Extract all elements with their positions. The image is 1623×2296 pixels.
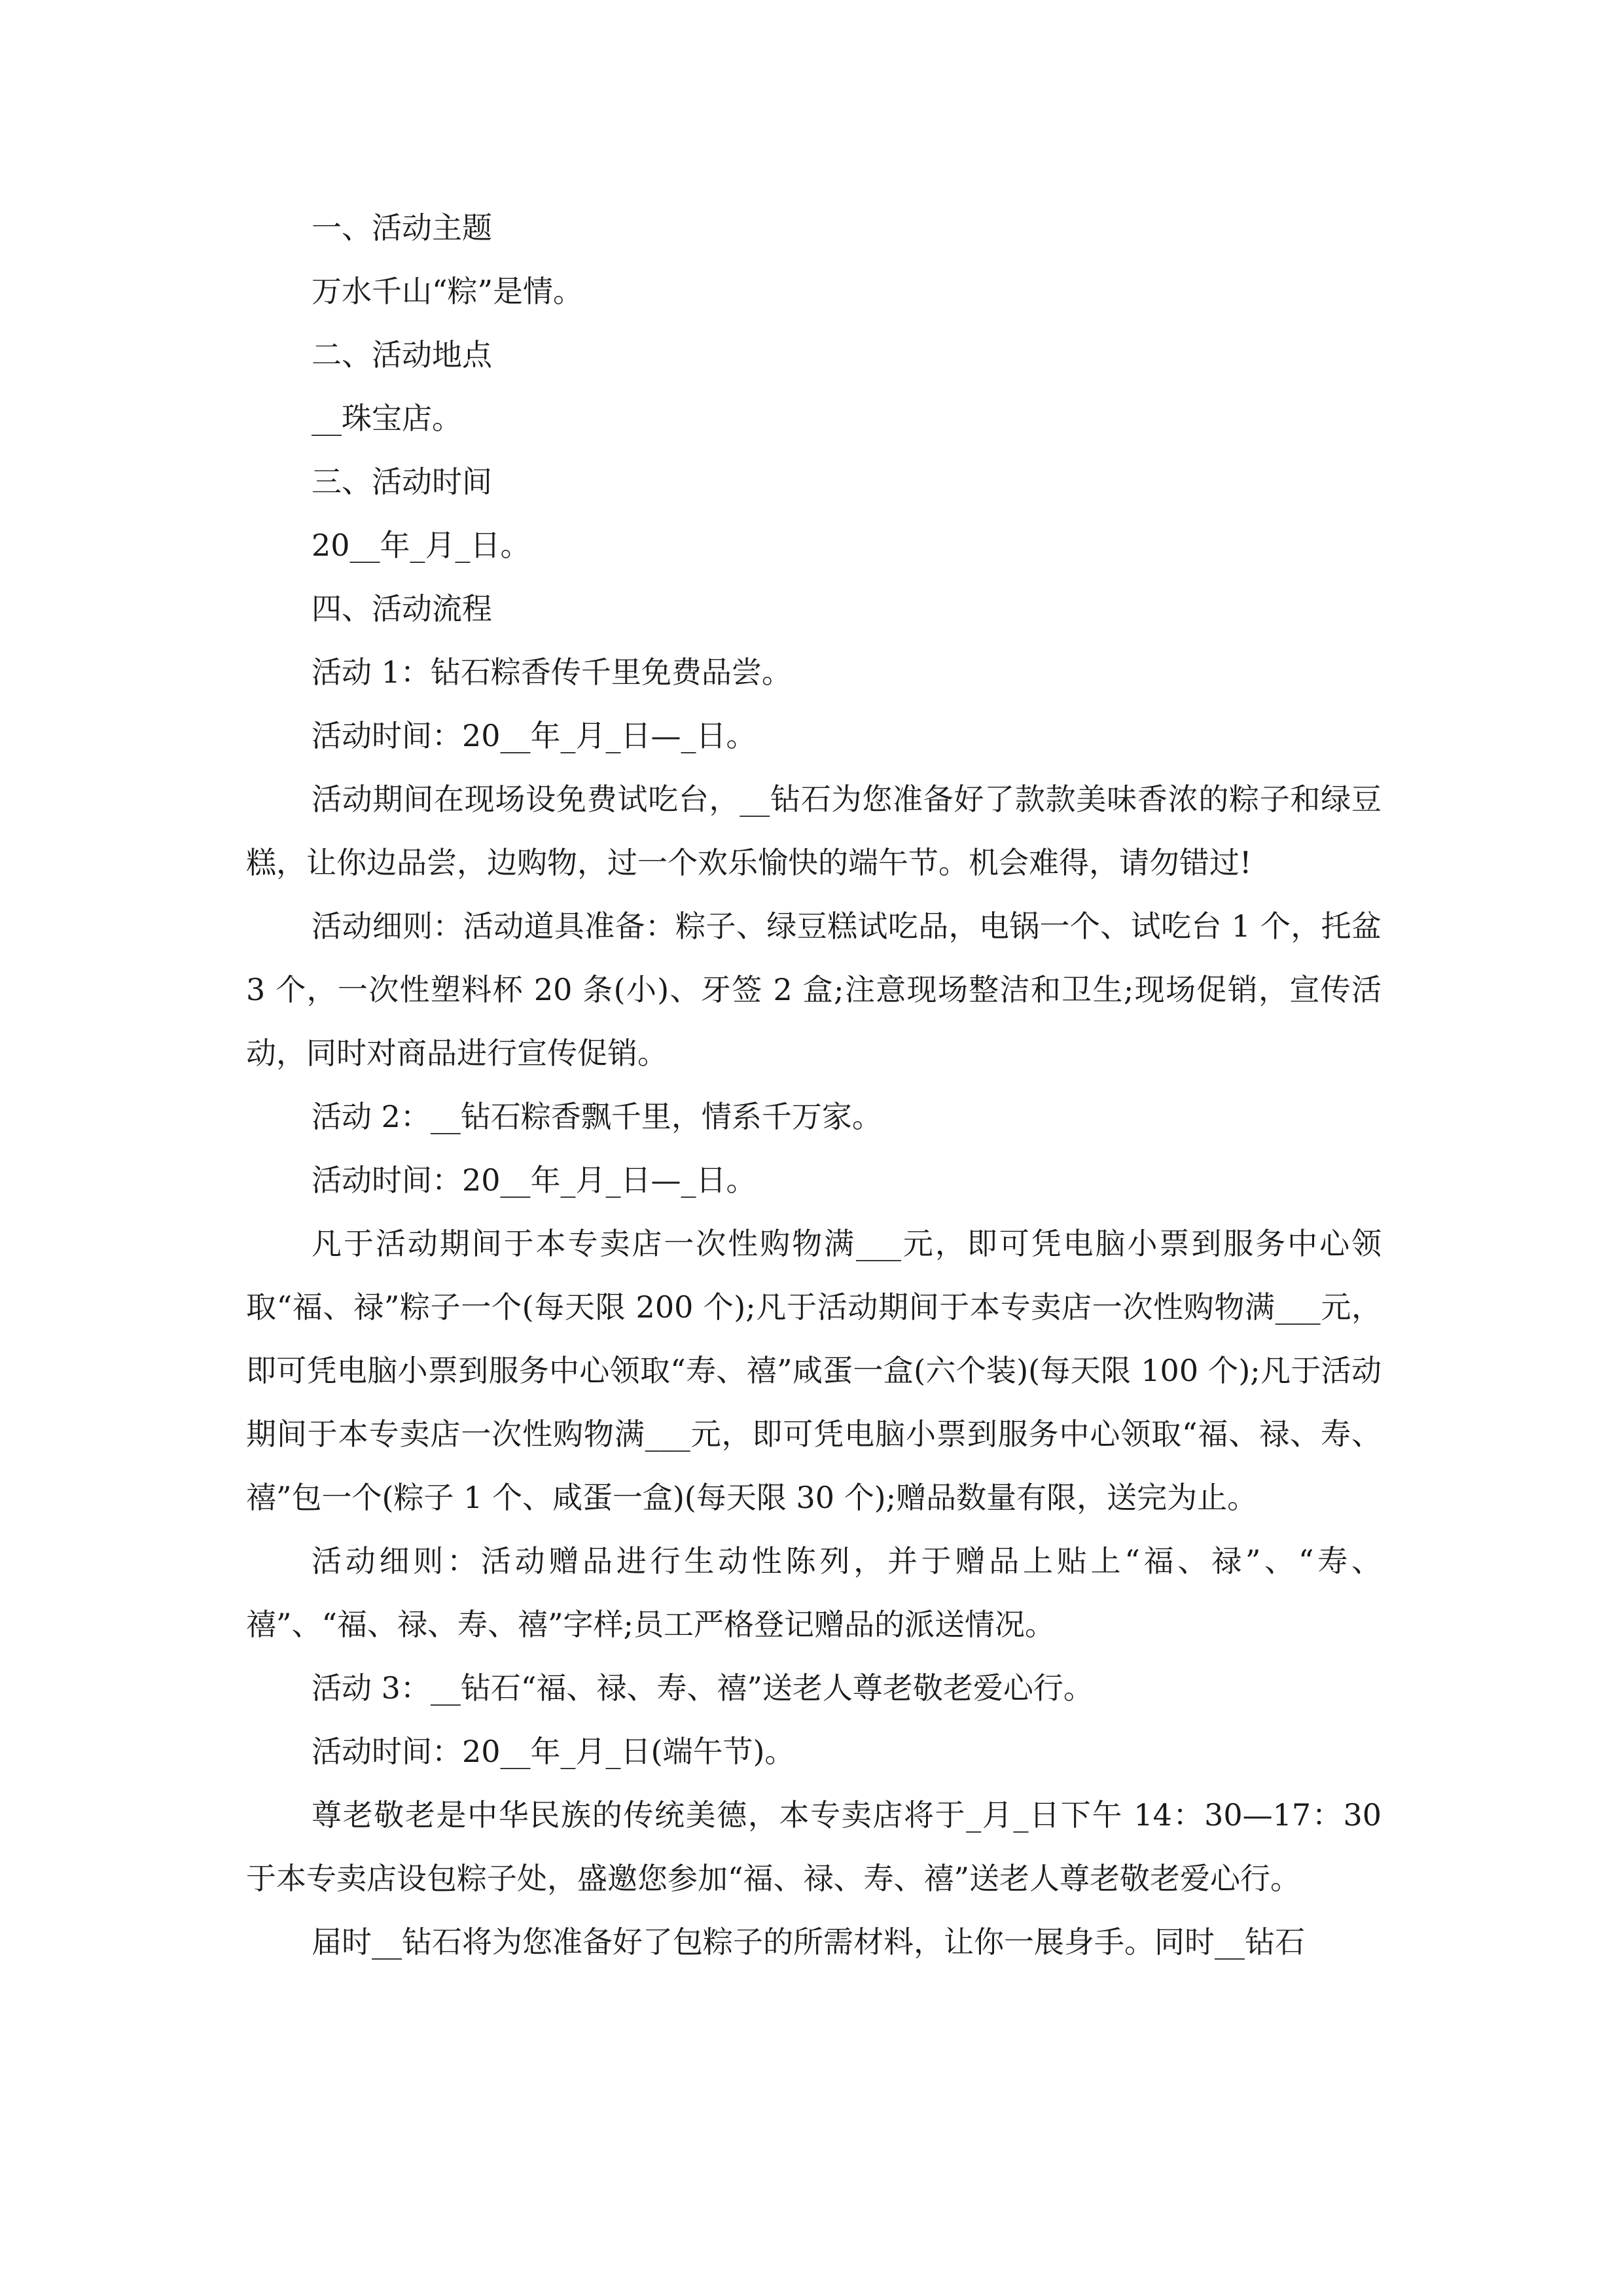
activity-time-text: 20__年_月_日。	[312, 528, 531, 563]
activity-2-title: 活动 2：__钻石粽香飘千里，情系千万家。	[312, 1099, 882, 1134]
activity-2-time: 活动时间：20__年_月_日—_日。	[312, 1162, 757, 1198]
document-body	[246, 196, 1382, 1974]
heading-activity-theme: 一、活动主题	[312, 210, 492, 245]
heading-activity-location: 二、活动地点	[312, 337, 492, 372]
activity-2-rules: 活动细则：活动赠品进行生动性陈列，并于赠品上贴上“福、禄”、“寿、禧”、“福、禄、寿、禧”字样;员工严格登记赠品的派送情况。	[246, 1543, 1382, 1642]
activity-location-text: __珠宝店。	[312, 401, 462, 436]
activity-theme-text: 万水千山“粽”是情。	[312, 274, 584, 309]
activity-1-title: 活动 1：钻石粽香传千里免费品尝。	[312, 655, 792, 690]
activity-3-continued: 届时__钻石将为您准备好了包粽子的所需材料，让你一展身手。同时__钻石	[312, 1924, 1305, 1960]
activity-3-title: 活动 3：__钻石“福、禄、寿、禧”送老人尊老敬老爱心行。	[312, 1670, 1094, 1706]
activity-1-time: 活动时间：20__年_月_日—_日。	[312, 718, 757, 753]
activity-2-description: 凡于活动期间于本专卖店一次性购物满___元，即可凭电脑小票到服务中心领取“福、禄”粽子一个(每天限 200 个);凡于活动期间于本专卖店一次性购物满___元，即可凭电脑小票到服务中心领取“寿、禧”咸蛋一盒(六个装)(每天限 100 个);凡于活动期间于本专卖店一次性购物满___元，即可凭电脑小票到服务中心领取“福、禄、寿、禧”包一个(粽子 1 个、咸蛋一盒)(每天限 30 个);赠品数量有限，送完为止。	[246, 1226, 1382, 1515]
activity-3-time: 活动时间：20__年_月_日(端午节)。	[312, 1734, 795, 1769]
activity-3-description: 尊老敬老是中华民族的传统美德，本专卖店将于_月_日下午 14：30—17：30 于本专卖店设包粽子处，盛邀您参加“福、禄、寿、禧”送老人尊老敬老爱心行。	[246, 1797, 1382, 1896]
heading-activity-time: 三、活动时间	[312, 464, 492, 499]
heading-activity-process: 四、活动流程	[312, 591, 492, 626]
activity-1-description: 活动期间在现场设免费试吃台，__钻石为您准备好了款款美味香浓的粽子和绿豆糕，让你边品尝，边购物，过一个欢乐愉快的端午节。机会难得，请勿错过!	[246, 781, 1382, 880]
activity-1-rules: 活动细则：活动道具准备：粽子、绿豆糕试吃品，电锅一个、试吃台 1 个，托盆 3 个，一次性塑料杯 20 条(小)、牙签 2 盒;注意现场整洁和卫生;现场促销，宣传活动，同时对商品进行宣传促销。	[246, 908, 1382, 1071]
